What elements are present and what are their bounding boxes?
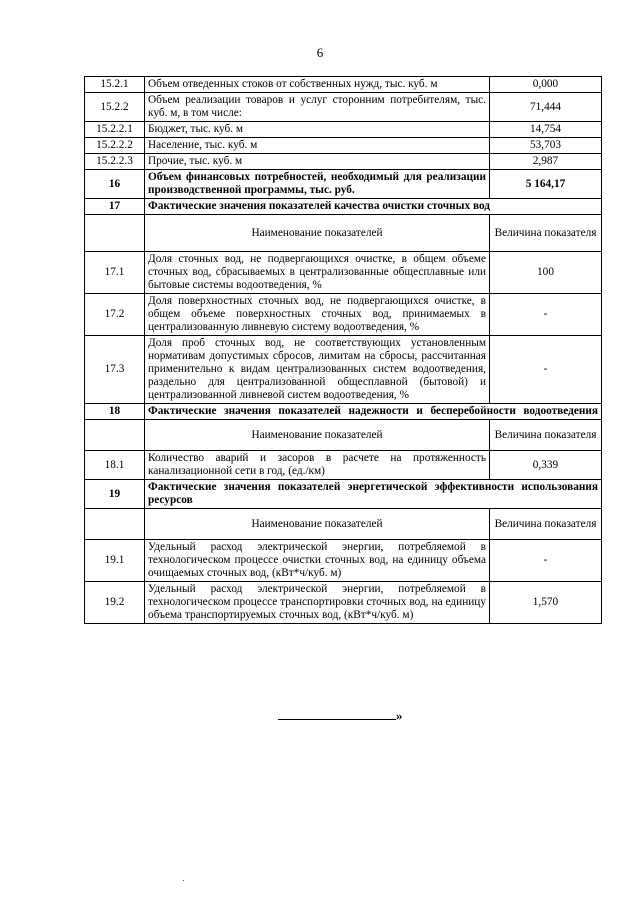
empty-cell bbox=[85, 509, 145, 540]
table-row bbox=[85, 252, 602, 294]
row-number: 19.1 bbox=[85, 540, 145, 582]
row-value: 0,000 bbox=[490, 77, 602, 93]
row-description: Объем отведенных стоков от собственных нужд, тыс. куб. м bbox=[145, 77, 490, 93]
closing-mark bbox=[278, 708, 403, 724]
row-number: 15.2.1 bbox=[85, 77, 145, 93]
column-header-name: Наименование показателей bbox=[145, 420, 490, 451]
table-row bbox=[85, 540, 602, 582]
column-header-value: Величина показателя bbox=[490, 420, 602, 451]
table-row bbox=[85, 138, 602, 154]
section-number: 19 bbox=[85, 480, 145, 509]
table-row bbox=[85, 336, 602, 404]
row-value: 0,339 bbox=[490, 451, 602, 480]
row-value: 100 bbox=[490, 252, 602, 294]
row-number: 15.2.2.3 bbox=[85, 154, 145, 170]
empty-cell bbox=[85, 420, 145, 451]
table-row bbox=[85, 154, 602, 170]
row-number: 15.2.2.2 bbox=[85, 138, 145, 154]
row-value: - bbox=[490, 336, 602, 404]
row-value: 2,987 bbox=[490, 154, 602, 170]
row-value: 14,754 bbox=[490, 122, 602, 138]
row-number: 16 bbox=[85, 170, 145, 199]
row-description: Прочие, тыс. куб. м bbox=[145, 154, 490, 170]
empty-cell bbox=[85, 215, 145, 252]
row-value: 5 164,17 bbox=[490, 170, 602, 199]
row-value: - bbox=[490, 540, 602, 582]
column-header-value: Величина показателя bbox=[490, 509, 602, 540]
row-description: Удельный расход электрической энергии, потребляемой в технологическом процессе очистки сточных вод, на единицу объема очищаемых сточных вод, (кВт*ч/куб. м) bbox=[145, 540, 490, 582]
row-description: Доля поверхностных сточных вод, не подвергающихся очистке, в общем объеме поверхностных сточных вод, принимаемых в централизованную ливневую систему водоотведения, % bbox=[145, 294, 490, 336]
section-row bbox=[85, 480, 602, 509]
column-header-row bbox=[85, 215, 602, 252]
row-description: Доля сточных вод, не подвергающихся очистке, в общем объеме сточных вод, сбрасываемых в централизованные общесплавные или бытовые системы водоотведения, % bbox=[145, 252, 490, 294]
row-description: Количество аварий и засоров в расчете на протяженность канализационной сети в год, (ед./км) bbox=[145, 451, 490, 480]
row-number: 17.1 bbox=[85, 252, 145, 294]
table-row bbox=[85, 122, 602, 138]
row-description: Бюджет, тыс. куб. м bbox=[145, 122, 490, 138]
row-number: 19.2 bbox=[85, 582, 145, 624]
section-row bbox=[85, 404, 602, 420]
row-description: Доля проб сточных вод, не соответствующих установленным нормативам допустимых сбросов, лимитам на сбросы, рассчитанная применительно к видам централизованных систем водоотведения, раздельно для централизованной общесплавной (бытовой) и централизованной ливневой систем водоотведения, % bbox=[145, 336, 490, 404]
column-header-name: Наименование показателей bbox=[145, 215, 490, 252]
table-row bbox=[85, 582, 602, 624]
row-value: 71,444 bbox=[490, 93, 602, 122]
page-number: 6 bbox=[316, 45, 324, 60]
column-header-row bbox=[85, 420, 602, 451]
column-header-row bbox=[85, 509, 602, 540]
closing-quote: » bbox=[396, 708, 403, 723]
table-row bbox=[85, 93, 602, 122]
row-number: 18.1 bbox=[85, 451, 145, 480]
section-number: 18 bbox=[85, 404, 145, 420]
row-number: 15.2.2 bbox=[85, 93, 145, 122]
row-value: 53,703 bbox=[490, 138, 602, 154]
section-title: Фактические значения показателей надежности и бесперебойности водоотведения bbox=[145, 404, 602, 420]
section-title: Фактические значения показателей качества очистки сточных вод bbox=[145, 199, 602, 215]
table-row bbox=[85, 170, 602, 199]
section-number: 17 bbox=[85, 199, 145, 215]
column-header-name: Наименование показателей bbox=[145, 509, 490, 540]
row-description: Население, тыс. куб. м bbox=[145, 138, 490, 154]
table-row bbox=[85, 451, 602, 480]
row-number: 17.3 bbox=[85, 336, 145, 404]
table-row bbox=[85, 77, 602, 93]
row-value: - bbox=[490, 294, 602, 336]
row-number: 17.2 bbox=[85, 294, 145, 336]
scan-speck bbox=[183, 880, 184, 881]
section-title: Фактические значения показателей энергетической эффективности использования ресурсов bbox=[145, 480, 602, 509]
indicators-table bbox=[84, 76, 602, 624]
row-description: Удельный расход электрической энергии, потребляемой в технологическом процессе транспортировки сточных вод, на единицу объема транспортируемых сточных вод, (кВт*ч/куб. м) bbox=[145, 582, 490, 624]
row-description: Объем реализации товаров и услуг сторонним потребителям, тыс. куб. м, в том числе: bbox=[145, 93, 490, 122]
row-description: Объем финансовых потребностей, необходимый для реализации производственной программы, тыс. руб. bbox=[145, 170, 490, 199]
section-row bbox=[85, 199, 602, 215]
row-value: 1,570 bbox=[490, 582, 602, 624]
column-header-value: Величина показателя bbox=[490, 215, 602, 252]
closing-underline bbox=[278, 709, 396, 720]
row-number: 15.2.2.1 bbox=[85, 122, 145, 138]
table-row bbox=[85, 294, 602, 336]
